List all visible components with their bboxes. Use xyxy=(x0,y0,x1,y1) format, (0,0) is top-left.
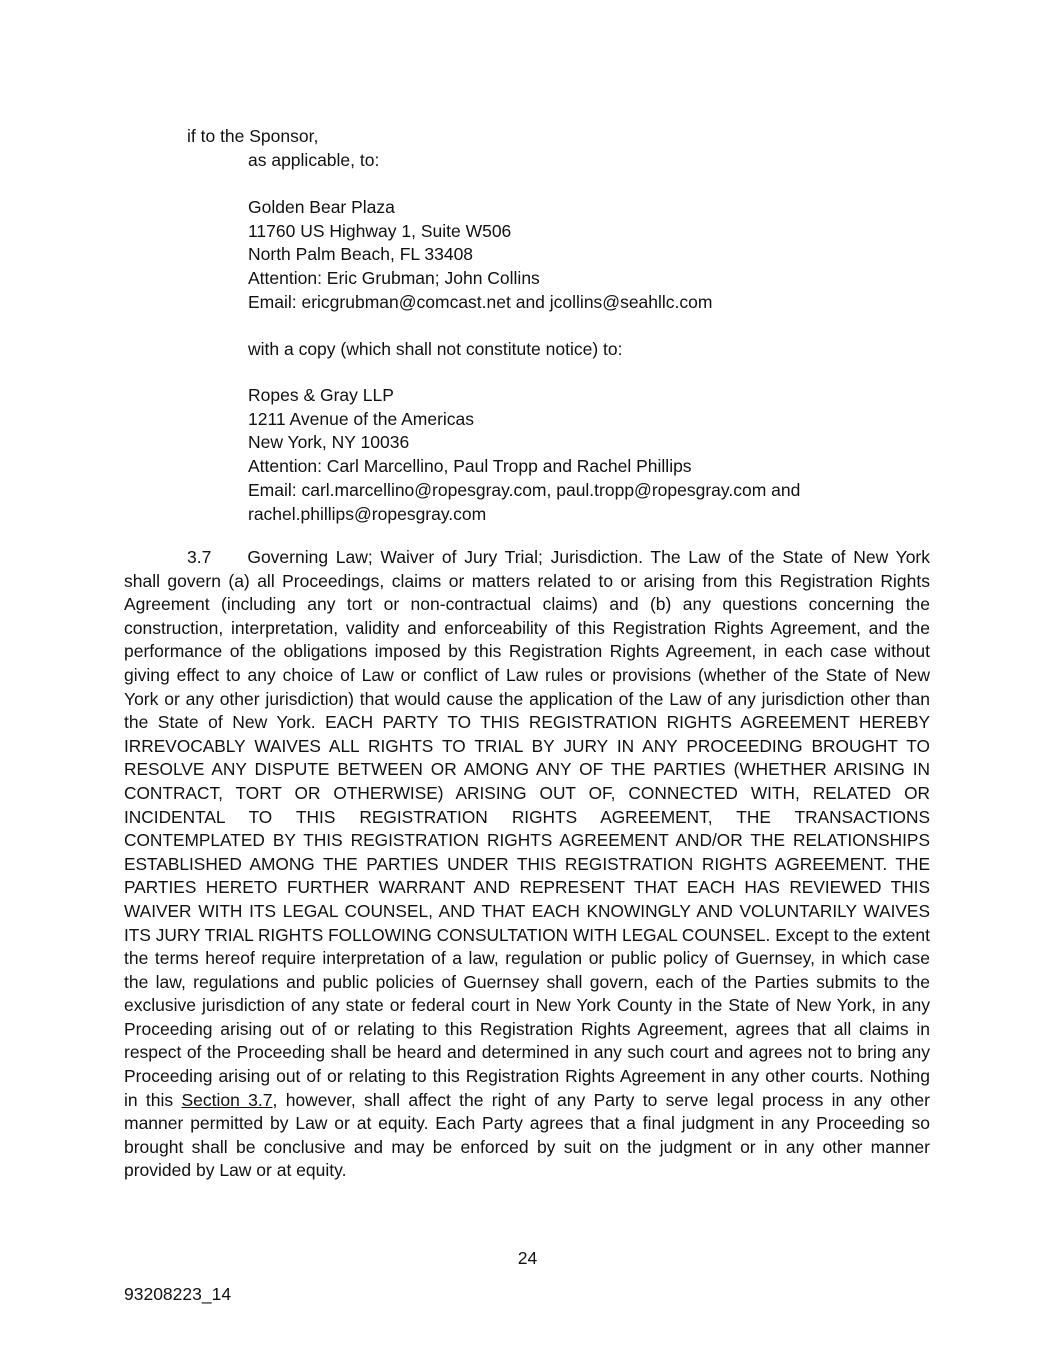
jury-waiver-text: EACH PARTY TO THIS REGISTRATION RIGHTS AGREEMENT HEREBY IRREVOCABLY WAIVES ALL RIGHTS TO TRIAL BY JURY IN ANY PROCEEDING BROUGHT TO RESOLVE ANY DISPUTE BETWEEN OR AMONG ANY OF THE PARTIES (WHETHER ARISING IN CONTRACT, TORT OR OTHERWISE) ARISING OUT OF, CONNECTED WITH, RELATED OR INCIDENTAL TO THIS REGISTRATION RIGHTS AGREEMENT, THE TRANSACTIONS CONTEMPLATED BY THIS REGISTRATION RIGHTS AGREEMENT AND/OR THE RELATIONSHIPS ESTABLISHED AMONG THE PARTIES UNDER THIS REGISTRATION RIGHTS AGREEMENT. THE PARTIES HERETO FURTHER WARRANT AND REPRESENT THAT EACH HAS REVIEWED THIS WAIVER WITH ITS LEGAL COUNSEL, AND THAT EACH KNOWINGLY AND VOLUNTARILY WAIVES ITS JURY TRIAL RIGHTS FOLLOWING CONSULTATION WITH LEGAL COUNSEL. xyxy=(124,712,930,945)
section-heading: Governing Law; Waiver of Jury Trial; Jurisdiction. xyxy=(247,547,644,567)
section-reference-link[interactable]: Section 3.7 xyxy=(181,1089,273,1110)
address-line: Golden Bear Plaza xyxy=(248,197,395,217)
email-line: Email: ericgrubman@comcast.net and jcollins@seahllc.com xyxy=(248,291,713,312)
address-line: 1211 Avenue of the Americas xyxy=(248,408,475,429)
section-text-part2: Except to the extent the terms hereof require interpretation of a law, regulation or public policy of Guernsey, in which case the law, regulations and public policies of Guernsey shall govern, each of the Parties submits to the exclusive jurisdiction of any state or federal court in New York County in the State of New York, in any Proceeding arising out of or relating to this Registration Rights Agreement, agrees that all claims in respect of the Proceeding shall be heard and determined in any such court and agrees not to bring any Proceeding arising out of or relating to this Registration Rights Agreement in any other courts. Nothing in this xyxy=(124,924,931,1110)
email-line: Email: carl.marcellino@ropesgray.com, paul.tropp@ropesgray.com and xyxy=(248,479,801,500)
sponsor-address-block xyxy=(248,196,712,315)
section-text-part3: , however, shall affect the right of any Party to serve legal process in any other manner permitted by Law or at equity. Each Party agrees that a final judgment in any Proceeding so brought shall be conclusive and may be enforced by suit on the judgment or in any other manner provided by Law or at equity. xyxy=(124,1089,930,1181)
counsel-address-block xyxy=(248,384,800,526)
email-line: rachel.phillips@ropesgray.com xyxy=(248,503,487,524)
address-line: Ropes & Gray LLP xyxy=(248,385,394,405)
page-number: 24 xyxy=(517,1248,538,1268)
section-3-7-paragraph xyxy=(124,546,930,1183)
document-id: 93208223_14 xyxy=(124,1284,232,1304)
attention-line: Attention: Carl Marcellino, Paul Tropp and Rachel Phillips xyxy=(248,456,692,477)
section-number: 3.7 xyxy=(187,547,212,567)
address-line: North Palm Beach, FL 33408 xyxy=(248,244,474,265)
address-line: New York, NY 10036 xyxy=(248,432,410,453)
notice-intro: if to the Sponsor, xyxy=(187,126,319,146)
notice-applicable: as applicable, to: xyxy=(248,150,380,170)
section-text-part1: The Law of the State of New York shall govern (a) all Proceedings, claims or matters related to or arising from this Registration Rights Agreement (including any tort or non-contractual claims) and (b) any questions concerning the construction, interpretation, validity and enforceability of this Registration Rights Agreement, and the performance of the obligations imposed by this Registration Rights Agreement, in each case without giving effect to any choice of Law or conflict of Law rules or provisions (whether of the State of New York or any other jurisdiction) that would cause the application of the Law of any jurisdiction other than the State of New York. xyxy=(124,547,931,733)
address-line: 11760 US Highway 1, Suite W506 xyxy=(248,220,512,241)
copy-notice-line: with a copy (which shall not constitute notice) to: xyxy=(248,339,623,359)
attention-line: Attention: Eric Grubman; John Collins xyxy=(248,268,540,289)
